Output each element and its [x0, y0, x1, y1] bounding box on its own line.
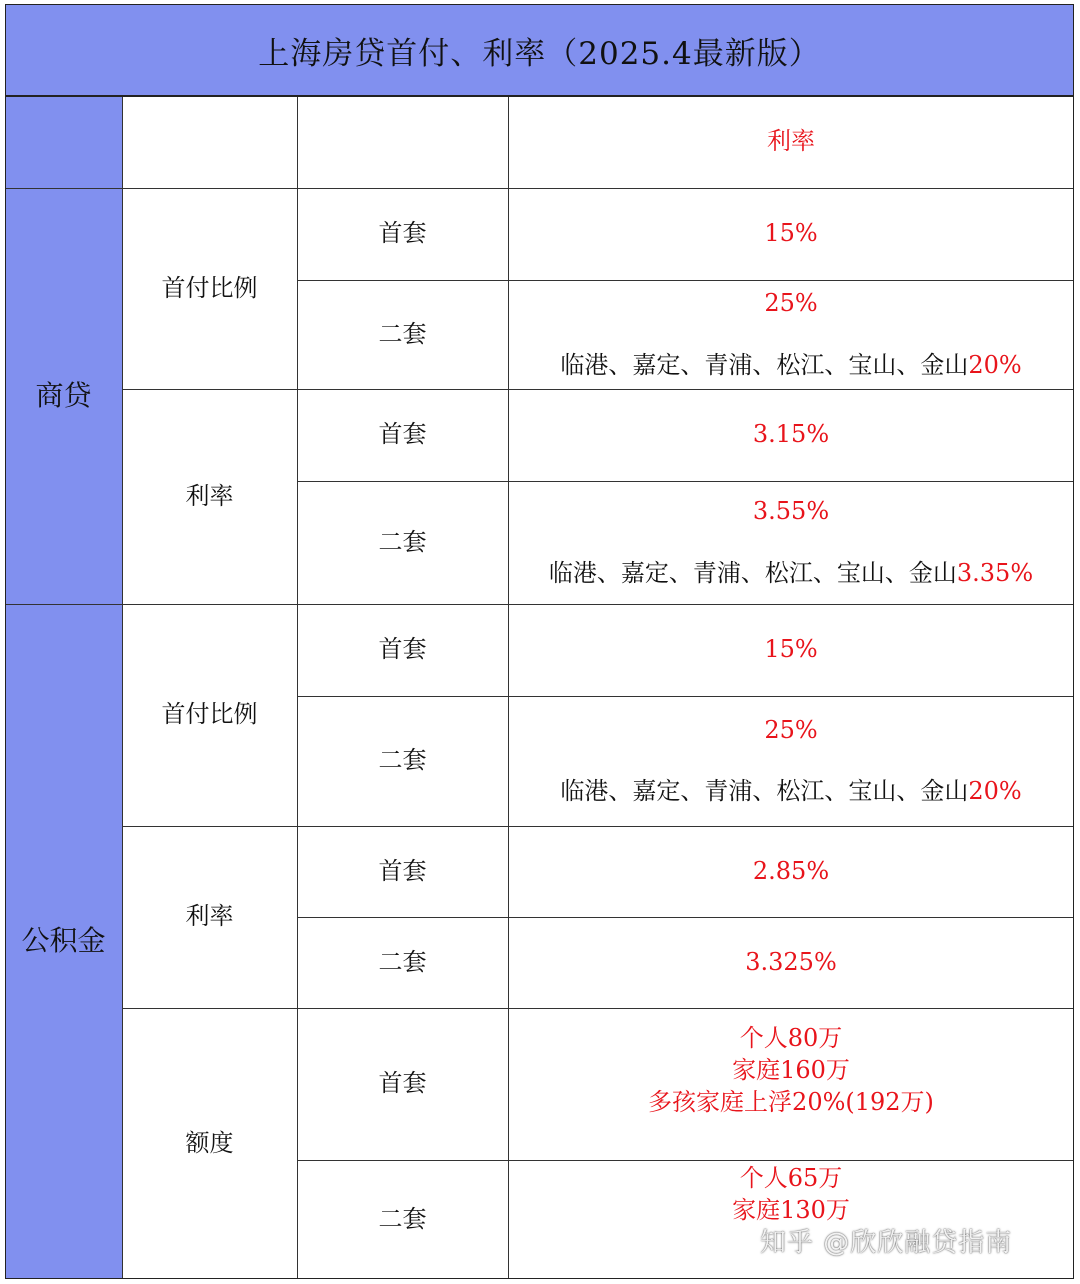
grid-hline	[122, 389, 1074, 390]
grid-vline-2	[297, 96, 298, 1279]
grid-hline	[5, 604, 1074, 605]
commercial-down-first-value: 15%	[764, 219, 818, 248]
note-areas: 临港、嘉定、青浦、松江、宝山、金山	[560, 777, 969, 805]
provident-rate-first-value: 2.85%	[752, 856, 830, 885]
header-rate-label: 利率	[767, 127, 815, 156]
quota-first-line-individual: 个人80万	[739, 1024, 843, 1052]
grid-hline	[297, 1160, 1074, 1161]
provident-quota-first-cell	[508, 1008, 1074, 1160]
commercial-rate-label: 利率	[185, 481, 234, 510]
grid-vline-1	[122, 96, 123, 1279]
group-label-commercial-loan: 商贷	[5, 188, 122, 604]
commercial-down-payment-label: 首付比例	[161, 273, 258, 302]
grid-hline	[5, 188, 1074, 189]
provident-rate-label: 利率	[185, 902, 234, 931]
provident-quota-second-label: 二套	[378, 1204, 427, 1233]
provident-down-second-value: 25%	[764, 715, 818, 744]
quota-first-line-family: 家庭160万	[732, 1056, 850, 1084]
note-areas: 临港、嘉定、青浦、松江、宝山、金山	[548, 558, 957, 587]
commercial-rate-second-value: 3.55%	[752, 497, 830, 526]
commercial-rate-second-label: 二套	[378, 527, 427, 556]
grid-hline	[297, 280, 1074, 281]
commercial-down-second-value: 25%	[764, 289, 818, 318]
grid-hline	[297, 917, 1074, 918]
provident-quota-second-cell	[508, 1160, 1074, 1279]
provident-down-second-note	[560, 776, 1021, 807]
quota-second-line-family: 家庭130万	[732, 1196, 850, 1224]
note-value: 20%	[968, 777, 1022, 805]
header-blank-cell	[5, 96, 122, 188]
note-value: 3.35%	[956, 558, 1034, 587]
quota-second-line-individual: 个人65万	[739, 1164, 843, 1192]
provident-down-second-label: 二套	[378, 746, 427, 775]
grid-hline	[122, 826, 1074, 827]
commercial-rate-second-note	[549, 558, 1033, 589]
commercial-rate-first-value: 3.15%	[752, 420, 830, 449]
provident-down-payment-label: 首付比例	[161, 700, 258, 729]
table-title: 上海房贷首付、利率（2025.4最新版）	[5, 4, 1074, 96]
provident-down-first-value: 15%	[764, 635, 818, 664]
watermark: 知乎 @欣欣融贷指南	[760, 1228, 1013, 1258]
group-label-provident-fund: 公积金	[5, 604, 122, 1279]
note-value: 20%	[968, 350, 1022, 379]
provident-quota-first-label: 首套	[378, 1069, 427, 1098]
commercial-down-second-cell	[508, 280, 1074, 389]
grid-vline-3	[508, 96, 509, 1279]
note-areas: 临港、嘉定、青浦、松江、宝山、金山	[560, 350, 969, 379]
quota-first-line-multichild: 多孩家庭上浮20%(192万)	[648, 1088, 934, 1116]
commercial-rate-first-label: 首套	[378, 420, 427, 449]
commercial-down-second-note	[560, 350, 1021, 381]
grid-hline	[122, 1008, 1074, 1009]
commercial-down-second-label: 二套	[378, 319, 427, 348]
commercial-rate-second-cell	[508, 481, 1074, 604]
provident-rate-first-label: 首套	[378, 856, 427, 885]
provident-down-first-label: 首套	[378, 635, 427, 664]
provident-down-second-cell	[508, 696, 1074, 826]
grid-hline	[297, 696, 1074, 697]
commercial-down-first-label: 首套	[378, 219, 427, 248]
provident-rate-second-value: 3.325%	[745, 947, 837, 976]
provident-quota-label: 额度	[185, 1128, 234, 1157]
provident-rate-second-label: 二套	[378, 947, 427, 976]
grid-hline	[297, 481, 1074, 482]
